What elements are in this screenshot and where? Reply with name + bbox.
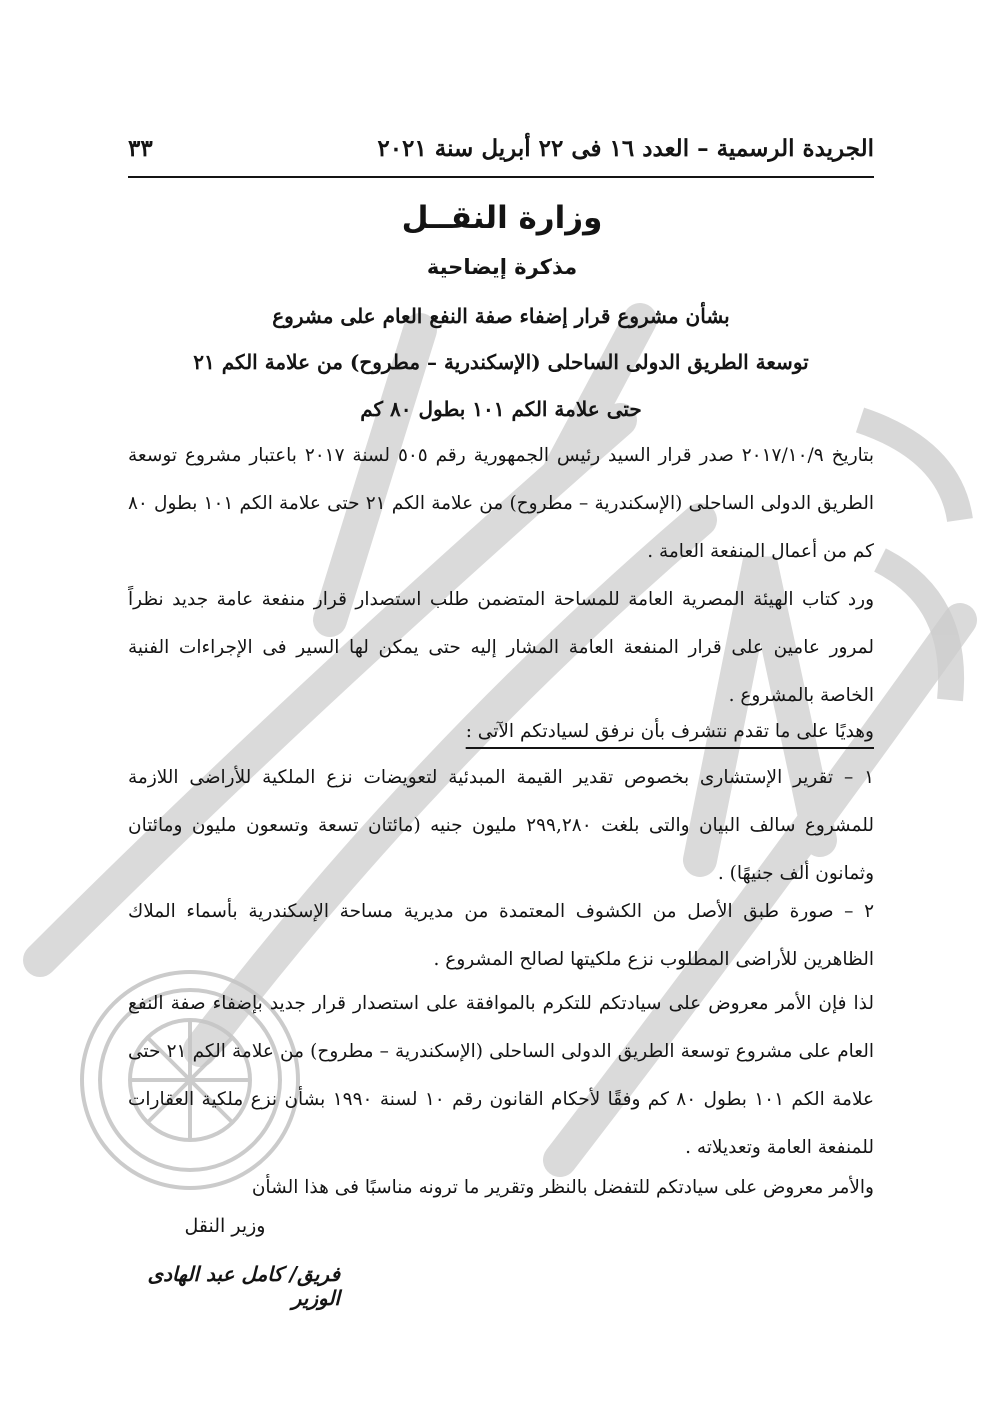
signature-name: فريق/ كامل عبد الهادى الوزير (147, 1262, 340, 1310)
subject-line-3: حتى علامة الكم ١٠١ بطول ٨٠ كم (360, 397, 642, 421)
memo-title: مذكرة إيضاحية (426, 255, 578, 279)
signature-title: وزير النقل (184, 1215, 266, 1237)
watermark-stroke (880, 560, 951, 700)
list-item-1: ١ – تقرير الإستشارى بخصوص تقدير القيمة المبدئية لتعويضات نزع الملكية للأراضى اللازمة للمشروع سالف البيان والتى بلغت ٢٩٩,٢٨٠ مليون جنيه (مائتان تسعة وتسعون مليون ومائتان وثمانون ألف جنيهًا) . (128, 767, 874, 884)
paragraph-lead (128, 708, 874, 756)
watermark-stroke (860, 420, 960, 520)
list-item-2: ٢ – صورة طبق الأصل من الكشوف المعتمدة من مديرية مساحة الإسكندرية بأسماء الملاك الظاهرين للأراضى المطلوب نزع ملكيتها لصالح المشروع . (128, 901, 874, 970)
paragraph-request: ورد كتاب الهيئة المصرية العامة للمساحة المتضمن طلب استصدار قرار منفعة عامة جديد نظراً لمرور عامين على قرار المنفعة العامة المشار إليه حتى يمكن لها السير فى الإجراءات الفنية الخاصة بالمشروع . (128, 589, 874, 706)
page-number: ٣٣ (128, 134, 153, 162)
paragraph-request-approval: لذا فإن الأمر معروض على سيادتكم للتكرم بالموافقة على استصدار قرار جديد بإضفاء صفة النفع العام على مشروع توسعة الطريق الدولى الساحلى (الإسكندرية – مطروح) من علامة الكم ٢١ حتى علامة الكم ١٠١ بطول ٨٠ كم وفقًا لأحكام القانون رقم ١٠ لسنة ١٩٩٠ بشأن نزع ملكية العقارات للمنفعة العامة وتعديلاته . (128, 993, 875, 1158)
paragraph-closing: والأمر معروض على سيادتكم للتفضل بالنظر وتقرير ما ترونه مناسبًا فى هذا الشأن (251, 1177, 874, 1198)
subject-line-2: توسعة الطريق الدولى الساحلى (الإسكندرية – مطروح) من علامة الكم ٢١ (193, 350, 809, 374)
lead-text: وهديًا على ما تقدم نتشرف بأن نرفق لسيادتكم الآتى : (465, 721, 874, 742)
ministry-title: وزارة النقــل (401, 200, 603, 236)
page-header (128, 128, 874, 168)
subject-line-1: بشأن مشروع قرار إضفاء صفة النفع العام على مشروع (272, 304, 730, 328)
paragraph-decree: بتاريخ ٢٠١٧/١٠/٩ صدر قرار السيد رئيس الجمهورية رقم ٥٠٥ لسنة ٢٠١٧ باعتبار مشروع توسعة الطريق الدولى الساحلى (الإسكندرية – مطروح) من علامة الكم ٢١ حتى علامة الكم ١٠١ بطول ٨٠ كم من أعمال المنفعة العامة . (128, 445, 874, 562)
header-rule (128, 176, 874, 178)
header-title: الجريدة الرسمية – العدد ١٦ فى ٢٢ أبريل سنة ٢٠٢١ (377, 134, 874, 162)
